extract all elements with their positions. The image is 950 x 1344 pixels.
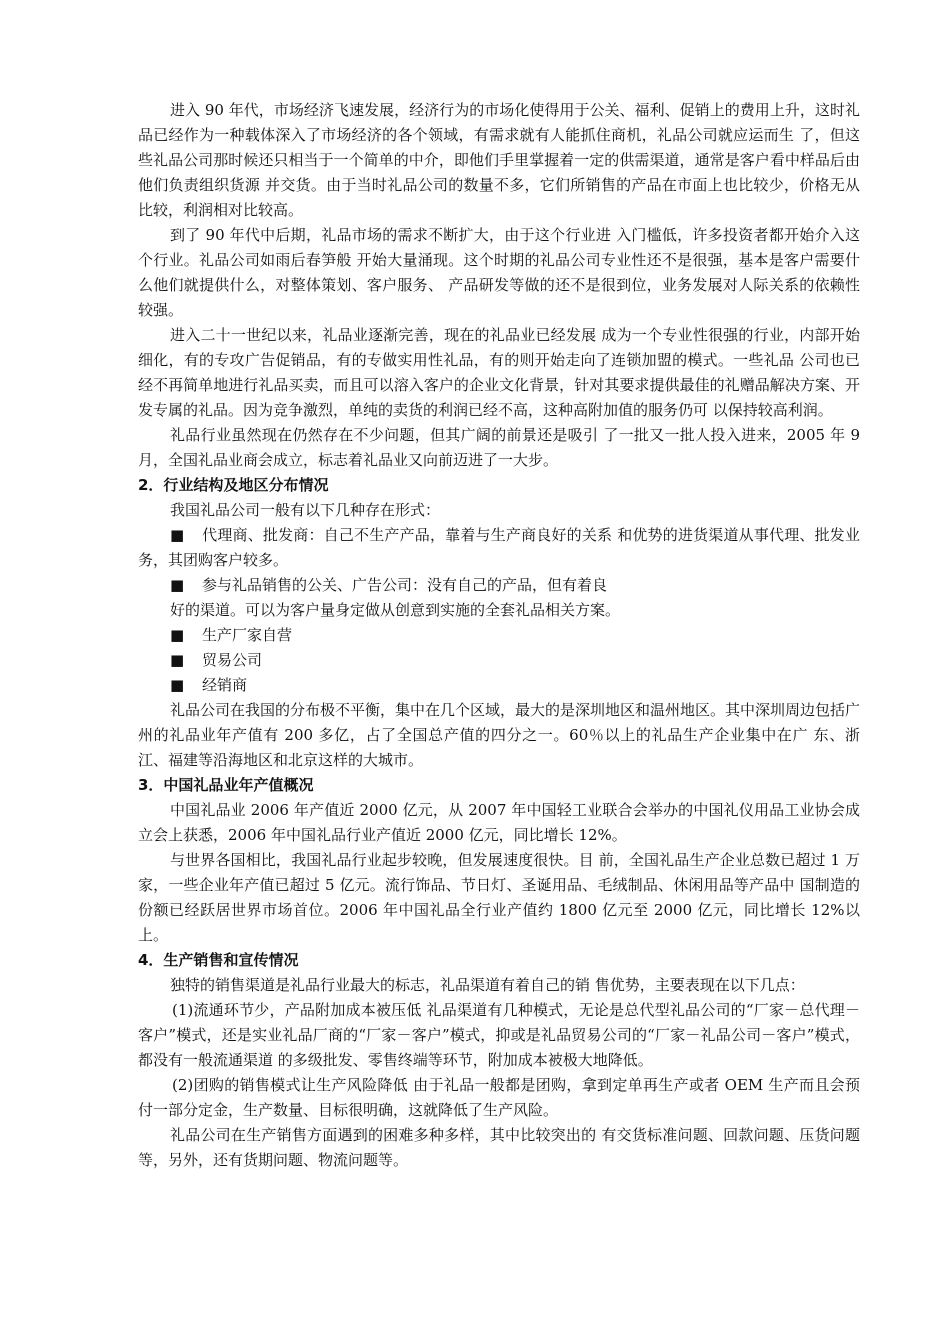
square-bullet-icon: ■ [170,576,185,594]
paragraph: 独特的销售渠道是礼品行业最大的标志，礼品渠道有着自己的销 售优势，主要表现在以下几点： [170,976,805,994]
list-item-text: 代理商、批发商：自己不生产产品，靠着与生产商良好的关系 和优势的进货渠道从事代理、批发业务，其团购客户较多。 [138,526,860,569]
document-page [138,98,860,1173]
square-bullet-icon: ■ [170,526,185,544]
section-heading: 3．中国礼品业年产值概况 [138,776,314,794]
paragraph: (1)流通环节少，产品附加成本被压低 礼品渠道有几种模式，无论是总代型礼品公司的“厂家－总代理－客户”模式，还是实业礼品厂商的“厂家－客户”模式，抑或是礼品贸易公司的“厂家－礼品公司－客户”模式，都没有一般流通渠道 的多级批发、零售终端等环节，附加成本被极大地降低。 [138,1001,860,1069]
list-item [138,523,860,573]
paragraph: (2)团购的销售模式让生产风险降低 由于礼品一般都是团购，拿到定单再生产或者 OEM 生产而且会预付一部分定金，生产数量、目标很明确，这就降低了生产风险。 [138,1076,860,1119]
list-item [138,573,860,598]
list-item-text: 参与礼品销售的公关、广告公司：没有自己的产品，但有着良 [202,576,608,594]
paragraph: 礼品公司在生产销售方面遇到的困难多种多样，其中比较突出的 有交货标准问题、回款问题、压货问题等，另外，还有货期问题、物流问题等。 [138,1126,860,1169]
paragraph: 中国礼品业 2006 年产值近 2000 亿元，从 2007 年中国轻工业联合会举办的中国礼仪用品工业协会成立会上获悉，2006 年中国礼品行业产值近 2000 亿元，同比增长 12%。 [138,801,860,844]
paragraph: 礼品公司在我国的分布极不平衡，集中在几个区域，最大的是深圳地区和温州地区。其中深圳周边包括广州的礼品业年产值有 200 多亿，占了全国总产值的四分之一。60％以上的礼品生产企业集中在广 东、浙江、福建等沿海地区和北京这样的大城市。 [138,701,861,769]
section-heading: 2．行业结构及地区分布情况 [138,476,329,494]
paragraph: 进入 90 年代，市场经济飞速发展，经济行为的市场化使得用于公关、福利、促销上的费用上升，这时礼品已经作为一种载体深入了市场经济的各个领域，有需求就有人能抓住商机，礼品公司就应运而生 了，但这些礼品公司那时候还只相当于一个简单的中介，即他们手里掌握着一定的供需渠道，通常是客户看中样品后由他们负责组织货源 并交货。由于当时礼品公司的数量不多，它们所销售的产品在市面上也比较少，价格无从比较，利润相对比较高。 [138,101,860,219]
section-heading: 4．生产销售和宣传情况 [138,951,299,969]
list-item-text: 生产厂家自营 [202,626,293,644]
list-item-continuation: 好的渠道。可以为客户量身定做从创意到实施的全套礼品相关方案。 [170,601,621,619]
list-item-text: 贸易公司 [202,651,263,669]
paragraph: 我国礼品公司一般有以下几种存在形式： [170,501,441,519]
paragraph: 进入二十一世纪以来，礼品业逐渐完善，现在的礼品业已经发展 成为一个专业性很强的行业，内部开始细化，有的专攻广告促销品，有的专做实用性礼品，有的则开始走向了连锁加盟的模式。一些礼品 公司也已经不再简单地进行礼品买卖，而且可以溶入客户的企业文化背景，针对其要求提供最佳的礼赠品解决方案、开发专属的礼品。因为竞争激烈，单纯的卖货的利润已经不高，这种高附加值的服务仍可 以保持较高利润。 [138,326,860,419]
square-bullet-icon: ■ [170,626,185,644]
list-item [138,648,860,673]
list-item-text: 经销商 [202,676,248,694]
paragraph: 与世界各国相比，我国礼品行业起步较晚，但发展速度很快。目 前，全国礼品生产企业总数已超过 1 万家，一些企业年产值已超过 5 亿元。流行饰品、节日灯、圣诞用品、毛绒制品、休闲用品等产品中 国制造的份额已经跃居世界市场首位。2006 年中国礼品全行业产值约 1800 亿元至 2000 亿元，同比增长 12%以上。 [138,851,860,944]
square-bullet-icon: ■ [170,651,185,669]
paragraph: 礼品行业虽然现在仍然存在不少问题，但其广阔的前景还是吸引 了一批又一批人投入进来，2005 年 9 月，全国礼品业商会成立，标志着礼品业又向前迈进了一大步。 [138,426,860,469]
square-bullet-icon: ■ [170,676,185,694]
paragraph: 到了 90 年代中后期，礼品市场的需求不断扩大，由于这个行业进 入门槛低，许多投资者都开始介入这个行业。礼品公司如雨后春笋般 开始大量涌现。这个时期的礼品公司专业性还不是很强，基本是客户需要什么他们就提供什么，对整体策划、客户服务、 产品研发等做的还不是很到位，业务发展对人际关系的依赖性较强。 [138,226,860,319]
list-item [138,673,860,698]
list-item [138,623,860,648]
